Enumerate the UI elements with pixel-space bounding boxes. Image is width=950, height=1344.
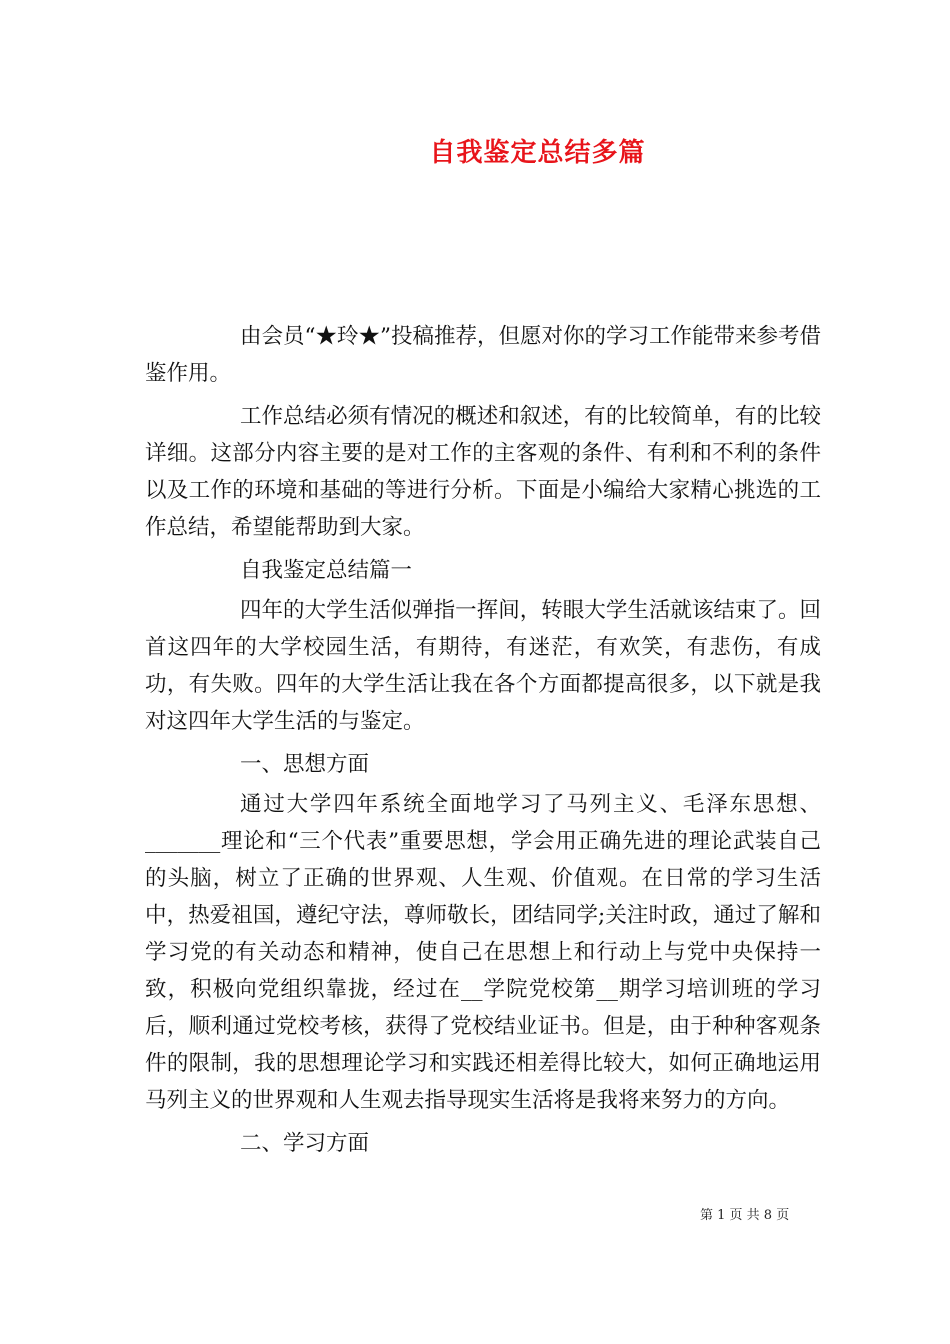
- section-heading: 自我鉴定总结篇一: [240, 558, 413, 583]
- summary-paragraph: 工作总结必须有情况的概述和叙述，有的比较简单，有的比较详细。这部分内容主要的是对工作的主客观的条件、有利和不利的条件以及工作的环境和基础的等进行分析。下面是小编给大家精心挑选的工作总结，希望能帮助到大家。: [145, 404, 821, 540]
- thought-paragraph: 通过大学四年系统全面地学习了马列主义、毛泽东思想、_______理论和“三个代表”重要思想，学会用正确先进的理论武装自己的头脑，树立了正确的世界观、人生观、价值观。在日常的学习生活中，热爱祖国，遵纪守法，尊师敬长，团结同学;关注时政，通过了解和学习党的有关动态和精神，使自己在思想上和行动上与党中央保持一致，积极向党组织靠拢，经过在__学院党校第__期学习培训班的学习后，顺利通过党校考核，获得了党校结业证书。但是，由于种种客观条件的限制，我的思想理论学习和实践还相差得比较大，如何正确地运用马列主义的世界观和人生观去指导现实生活将是我将来努力的方向。: [145, 792, 821, 1113]
- page-footer: 第 1 页 共 8 页: [700, 1208, 790, 1223]
- college-paragraph: 四年的大学生活似弹指一挥间，转眼大学生活就该结束了。回首这四年的大学校园生活，有期待，有迷茫，有欢笑，有悲伤，有成功，有失败。四年的大学生活让我在各个方面都提高很多，以下就是我对这四年大学生活的与鉴定。: [145, 598, 821, 734]
- intro-paragraph: 由会员“★玲★”投稿推荐，但愿对你的学习工作能带来参考借鉴作用。: [145, 324, 821, 386]
- document-body: [145, 318, 821, 1165]
- document-title: 自我鉴定总结多篇: [429, 138, 646, 168]
- subsection-heading-study: 二、学习方面: [240, 1131, 370, 1156]
- subsection-heading-thought: 一、思想方面: [240, 752, 370, 777]
